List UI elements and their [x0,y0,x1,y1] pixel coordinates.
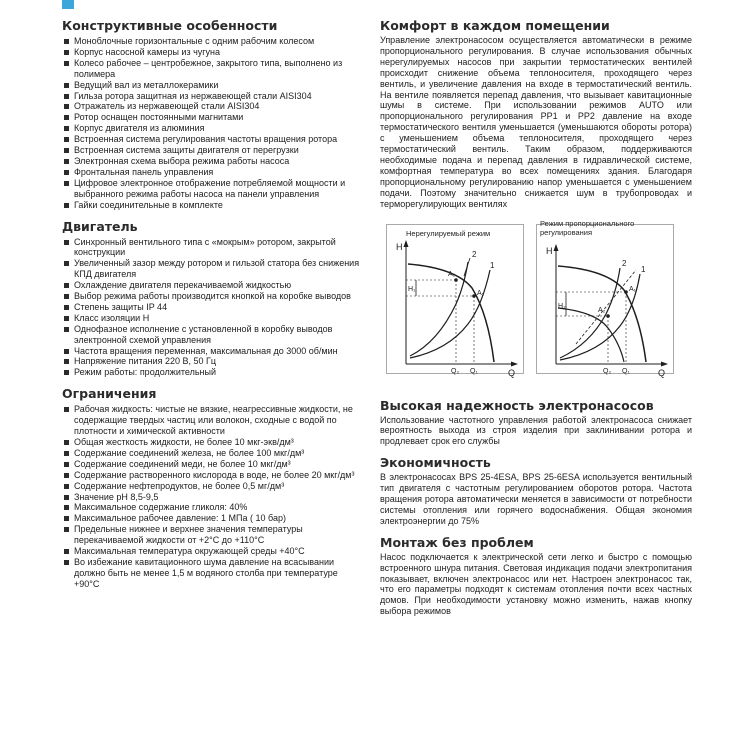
list-item: Рабочая жидкость: чистые не вязкие, неагрессивные жидкости, не содержащие твердых частиц или волокон, сходные с водой по плотности и химической активности [62,404,360,437]
right-column [380,18,692,625]
y-axis-label: H [546,245,553,256]
curve-2-label: 2 [622,258,627,268]
y-axis-arrow [554,244,559,251]
list-item: Корпус двигателя из алюминия [62,123,360,134]
x-axis-arrow [511,361,518,366]
list-item: Во избежание кавитационного шума давление на всасывании должно быть не менее 1,5 м водяного столба при температуре +90°С [62,557,360,590]
list-item: Напряжение питания 220 В, 50 Гц [62,356,360,367]
point-a1 [472,294,476,298]
list-item: Цифровое электронное отображение потребляемой мощности и выбранного режима работы насоса на панели управления [62,178,360,200]
graph-title: Режим пропорционального регулирования [540,218,635,236]
q1-label: Q₁ [622,367,630,375]
a2-label: A₂ [448,270,456,278]
motor-section [62,219,360,379]
q1-label: Q₁ [470,367,478,375]
y-axis-label: H [396,241,403,252]
list-item: Класс изоляции H [62,313,360,324]
list-item: Содержание нефтепродуктов, не более 0,5 мг/дм³ [62,481,360,492]
y-axis-arrow [404,240,409,247]
limits-section [62,386,360,589]
system-curve-1 [410,270,490,358]
list-item: Охлаждение двигателя перекачиваемой жидкостью [62,280,360,291]
list-item: Гайки соединительные в комплекте [62,200,360,211]
q2-label: Q₂ [451,367,460,375]
curve-2-label: 2 [472,249,477,259]
reliability-section [380,398,692,448]
system-curve-1 [560,274,640,360]
list-item: Выбор режима работы производится кнопкой на коробке выводов [62,291,360,302]
shift-arrow [464,258,470,276]
list-item: Максимальное содержание гликоля: 40% [62,502,360,513]
list-item: Увеличенный зазор между ротором и гильзой статора без снижения КПД двигателя [62,258,360,280]
limits-list [62,404,360,589]
list-item: Частота вращения переменная, максимальная до 3000 об/мин [62,346,360,357]
proportional-line [576,270,636,344]
mounting-section [380,535,692,617]
economy-text: В электронасосах BPS 25-4ESA, BPS 25-6ESA используется вентильный тип двигателя с частотным регулированием оборотов ротора. Частота вращения ротора автоматически меняется в зависимости от потребности системы отопления или горячего водоснабжения. Общая экономия электроэнергии до 75% [380,472,692,526]
list-item: Максимальная температура окружающей среды +40°С [62,546,360,557]
point-a2 [606,314,610,318]
comfort-section [380,18,692,210]
a2-label: A₂ [598,306,606,314]
graph-unregulated-svg [386,224,524,378]
list-item: Гильза ротора защитная из нержавеющей стали AISI304 [62,91,360,102]
system-curve-2 [410,262,468,356]
list-item: Синхронный вентильного типа с «мокрым» ротором, закрытой конструкции [62,237,360,259]
left-column [62,18,360,598]
accent-bar [62,0,74,9]
reliability-text: Использование частотного управления работой электронасоса снижает вероятность выхода из строя изделия при заклинивании ротора и продлевает срок его службы [380,414,692,447]
graph-proportional [536,218,674,378]
list-item: Отражатель из нержавеющей стали AISI304 [62,101,360,112]
a1-label: A₁ [477,289,485,297]
economy-title: Экономичность [380,455,491,471]
list-item: Встроенная система защиты двигателя от перегрузки [62,145,360,156]
features-title: Конструктивные особенности [62,18,278,33]
features-list [62,36,360,211]
motor-title: Двигатель [62,218,138,234]
pump-curve [558,266,646,362]
q2-label: Q₂ [603,367,612,375]
curve-1-label: 1 [641,264,646,274]
point-a2 [454,278,458,282]
graph-unregulated [386,224,524,378]
list-item: Содержание растворенного кислорода в воде, не более 20 мкг/дм³ [62,470,360,481]
graph-frame [537,224,674,373]
list-item: Максимальное рабочее давление: 1 МПа ( 10 бар) [62,513,360,524]
graph-proportional-svg [536,218,674,378]
economy-section [380,455,692,527]
list-item: Содержание соединений меди, не более 10 мкг/дм³ [62,459,360,470]
a1-label: A₁ [629,285,637,293]
list-item: Ведущий вал из металлокерамики [62,80,360,91]
mounting-text: Насос подключается к электрической сети легко и быстро с помощью встроенного шнура питания. Световая индикация подачи электропитания показывает, включен электронасос или нет. Настроен электронасос так, что его параметры подходят к системам отопления почти всех частных домов. При необходимости установку можно изменить, нажав кнопку выбора режимов [380,551,692,617]
x-axis-arrow [661,361,668,366]
list-item: Режим работы: продолжительный [62,367,360,378]
mounting-title: Монтаж без проблем [380,534,534,550]
list-item: Электронная схема выбора режима работы насоса [62,156,360,167]
reliability-title: Высокая надежность электронасосов [380,397,654,413]
list-item: Степень защиты IP 44 [62,302,360,313]
x-axis-label: Q [508,367,516,378]
list-item: Общая жесткость жидкости, не более 10 мкг-экв/дм³ [62,437,360,448]
list-item: Фронтальная панель управления [62,167,360,178]
list-item: Ротор оснащен постоянными магнитами [62,112,360,123]
curve-1-label: 1 [490,260,495,270]
comfort-title: Комфорт в каждом помещении [380,18,610,33]
system-curve-2 [560,268,620,358]
list-item: Моноблочные горизонтальные с одним рабочим колесом [62,36,360,47]
graph-title: Нерегулируемый режим [406,228,491,238]
list-item: Однофазное исполнение с установленной в коробку выводов электронной схемой управления [62,324,360,346]
h-label: H₂ [558,302,566,310]
features-section [62,18,360,211]
list-item: Значение pH 8,5-9,5 [62,492,360,503]
list-item: Корпус насосной камеры из чугуна [62,47,360,58]
list-item: Встроенная система регулирования частоты вращения ротора [62,134,360,145]
limits-title: Ограничения [62,386,157,402]
list-item: Содержание соединений железа, не более 100 мкг/дм³ [62,448,360,459]
motor-list [62,237,360,379]
list-item: Колесо рабочее – центробежное, закрытого типа, выполнено из полимера [62,58,360,80]
h-label: H₁ [408,285,416,293]
x-axis-label: Q [658,367,666,378]
list-item: Предельные нижнее и верхнее значения температуры перекачиваемой жидкости от +2°С до +110°С [62,524,360,546]
comfort-text: Управление электронасосом осуществляется автоматически в режиме пропорционального регулирования. В случае использования обычных нерегулируемых насосов при закрытии термостатических вентилей происходит снижение объема теплоносителя, проходящего через вентиль, и увеличение давления на входе в термостатический вентиль. На вентиле появляется перепад давления, что вызывает кавитационные шумы в системе. При использовании режимов AUTO или пропорционального регулирования PP1 и PP2 давление на входе термостатического вентиля уменьшается (уменьшаются обороты ротора) с уменьшением объема теплоносителя, проходящего через термостатический вентиль. Таким образом, поддерживаются необходимые подача и перепад давления в гидравлической системе, комфортная температура во всех помещениях здания. Благодаря пропорциональному регулированию напор уменьшается с уменьшением подачи. Поэтому значительно снижается шум в трубопроводах и терморегулирующих вентилях [380,35,692,209]
pump-curve-graphs [380,218,692,378]
point-a1 [624,290,628,294]
graph-title-box [540,220,670,242]
